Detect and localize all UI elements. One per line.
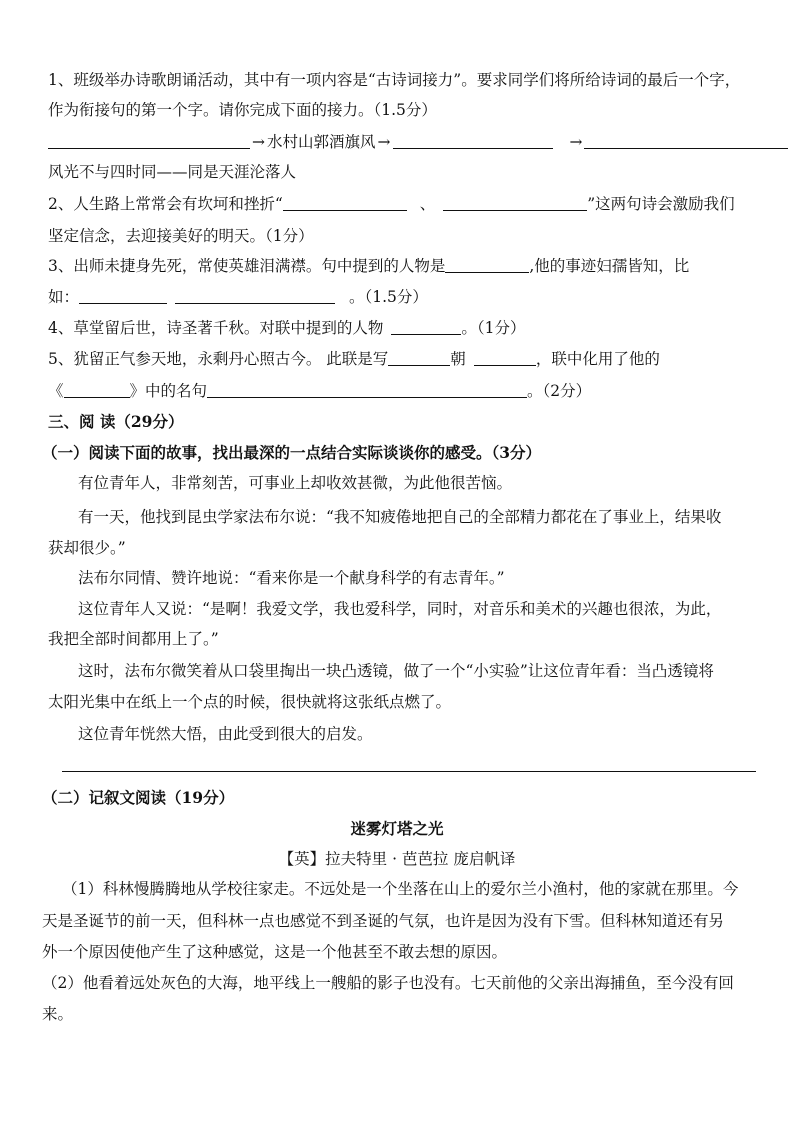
answer-blank[interactable] [393,133,553,149]
part1-heading: （一）阅读下面的故事，找出最深的一点结合实际谈谈你的感受。（3分） [42,443,542,462]
q5-text: 》中的名句 [129,382,208,400]
answer-blank[interactable] [445,257,529,273]
article-paragraph: （2）他看着远处灰色的大海，地平线上一艘船的影子也没有。七天前他的父亲出海捕鱼，至今没有回 [42,974,734,992]
arrow-icon: → [569,133,583,151]
q1-line4: 风光不与四时同——同是天涯沦落人 [48,163,297,181]
q2-line2: 坚定信念，去迎接美好的明天。（1分） [48,227,314,245]
q3-text: 。（1.5分） [349,288,428,306]
q3-text: ,他的事迹妇孺皆知，比 [529,257,690,275]
story-paragraph: 法布尔同情、赞许地说：“看来你是一个献身科学的有志青年。” [78,569,505,587]
story-paragraph: 有位青年人，非常刻苦，可事业上却收效甚微，为此他很苦恼。 [78,474,513,492]
q4-text: 。（1分） [461,319,526,337]
answer-line[interactable] [62,771,756,772]
answer-blank[interactable] [79,288,167,304]
section-heading: 三、阅 读（29分） [48,412,184,431]
q5-line2 [48,380,591,402]
answer-blank[interactable] [388,350,450,366]
q1-line1: 1、班级举办诗歌朗诵活动，其中有一项内容是“古诗词接力”。要求同学们将所给诗词的最后一个字， [48,71,741,89]
answer-blank[interactable] [283,195,407,211]
q5-text: ，联中化用了他的 [535,350,660,368]
chain-line: 水村山郭酒旗风 [267,133,376,151]
q5-text: 《 [48,382,64,400]
story-paragraph: 获却很少。” [48,539,126,557]
arrow-icon: → [377,133,391,151]
q5-line1 [48,348,660,370]
q2-line1 [48,193,735,215]
article-paragraph: 来。 [42,1005,74,1023]
q5-text: 朝 [450,350,466,368]
arrow-icon: → [252,133,265,151]
q2-text: ”这两句诗会激励我们 [587,195,735,213]
story-paragraph: 这位青年恍然大悟，由此受到很大的启发。 [78,725,373,743]
answer-blank[interactable] [584,133,788,149]
q4-text: 4、草堂留后世，诗圣著千秋。对联中提到的人物 [48,319,384,337]
story-paragraph: 有一天，他找到昆虫学家法布尔说：“我不知疲倦地把自己的全部精力都花在了事业上，结果收 [78,508,722,526]
q5-text: 。（2分） [527,382,592,400]
q3-text: 3、出师未捷身先死，常使英雄泪满襟。句中提到的人物是 [48,257,446,275]
q2-separator: 、 [419,195,436,213]
article-paragraph: 外一个原因使他产生了这种感觉，这是一个他甚至不敢去想的原因。 [42,943,508,961]
article-paragraph: 天是圣诞节的前一天，但科林一点也感觉不到圣诞的气氛，也许是因为没有下雪。但科林知道还有另 [42,912,725,930]
answer-blank[interactable] [474,350,536,366]
story-paragraph: 这位青年人又说：“是啊！我爱文学，我也爱科学，同时，对音乐和美术的兴趣也很浓，为此， [78,600,722,618]
q3-line2 [48,286,428,308]
answer-blank[interactable] [48,133,250,149]
story-paragraph: 我把全部时间都用上了。” [48,630,219,648]
answer-blank[interactable] [207,382,527,398]
q1-line2: 作为衔接句的第一个字。请你完成下面的接力。（1.5分） [48,101,437,119]
story-paragraph: 这时，法布尔微笑着从口袋里掏出一块凸透镜，做了一个“小实验”让这位青年看：当凸透镜将 [78,662,714,680]
q2-text: 2、人生路上常常会有坎坷和挫折“ [48,195,283,213]
q3-line1 [48,255,689,277]
answer-blank[interactable] [443,195,587,211]
q5-text: 5、犹留正气参天地，永剩丹心照古今。 此联是写 [48,350,389,368]
part2-heading: （二）记叙文阅读（19分） [42,788,235,807]
article-title: 迷雾灯塔之光 [350,819,444,838]
answer-blank[interactable] [175,288,335,304]
article-byline: 【英】拉夫特里 · 芭芭拉 庞启帆译 [278,850,516,868]
story-paragraph: 太阳光集中在纸上一个点的时候，很快就将这张纸点燃了。 [48,693,452,711]
q3-text: 如： [48,288,80,306]
article-paragraph: （1）科林慢腾腾地从学校往家走。不远处是一个坐落在山上的爱尔兰小渔村，他的家就在那里。今 [62,880,739,898]
q4-line [48,317,526,339]
answer-blank[interactable] [391,319,461,335]
answer-blank[interactable] [64,382,130,398]
q1-chain [48,131,788,153]
